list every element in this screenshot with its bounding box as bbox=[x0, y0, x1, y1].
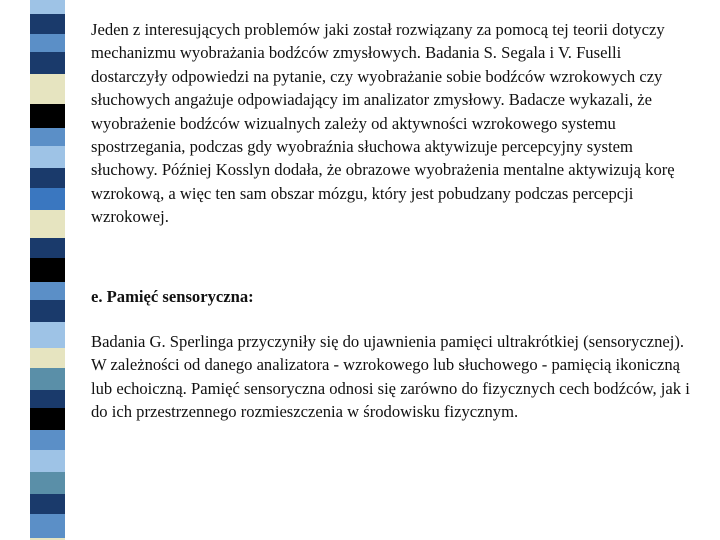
stripe-block bbox=[30, 390, 65, 408]
stripe-block bbox=[30, 14, 65, 34]
decorative-stripe bbox=[30, 0, 65, 540]
stripe-block bbox=[30, 0, 65, 14]
stripe-block bbox=[30, 300, 65, 322]
stripe-block bbox=[30, 74, 65, 104]
stripe-block bbox=[30, 494, 65, 514]
stripe-block bbox=[30, 348, 65, 368]
slide-content bbox=[91, 18, 691, 424]
stripe-block bbox=[30, 450, 65, 472]
section-heading: e. Pamięć sensoryczna: bbox=[91, 286, 254, 306]
stripe-block bbox=[30, 128, 65, 146]
stripe-block bbox=[30, 430, 65, 450]
stripe-block bbox=[30, 168, 65, 188]
stripe-block bbox=[30, 322, 65, 348]
stripe-block bbox=[30, 408, 65, 430]
stripe-block bbox=[30, 104, 65, 128]
stripe-block bbox=[30, 258, 65, 282]
stripe-block bbox=[30, 188, 65, 210]
stripe-block bbox=[30, 238, 65, 258]
stripe-block bbox=[30, 146, 65, 168]
stripe-block bbox=[30, 514, 65, 538]
stripe-block bbox=[30, 282, 65, 300]
stripe-block bbox=[30, 52, 65, 74]
stripe-block bbox=[30, 368, 65, 390]
stripe-block bbox=[30, 34, 65, 52]
stripe-block bbox=[30, 210, 65, 238]
paragraph-sensory-memory: Badania G. Sperlinga przyczyniły się do ujawnienia pamięci ultrakrótkiej (sensorycznej). W zależności od danego analizatora - wzrokowego lub słuchowego - pamięcią ikoniczną lub echoiczną. Pamięć sensoryczna odnosi się zarówno do fizycznych cech bodźców, jak i do ich przestrzennego rozmieszczenia w środowisku fizycznym. bbox=[91, 332, 690, 422]
paragraph-imagery: Jeden z interesujących problemów jaki został rozwiązany za pomocą tej teorii dotyczy mechanizmu wyobrażania bodźców zmysłowych. Badania S. Segala i V. Fuselli dostarczyły odpowiedzi na pytanie, czy wyobrażanie sobie bodźców wzrokowych czy słuchowych angażuje odpowiadający im analizator zmysłowy. Badacze wykazali, że wyobrażenie bodźców wizualnych zależy od aktywności wzrokowego systemu spostrzegania, podczas gdy wyobraźnia słuchowa aktywizuje percepcyjny system słuchowy. Później Kosslyn dodała, że obrazowe wyobrażenia mentalne aktywizują korę wzrokową, a więc ten sam obszar mózgu, który jest pobudzany podczas percepcji wzrokowej. bbox=[91, 20, 675, 227]
stripe-block bbox=[30, 472, 65, 494]
